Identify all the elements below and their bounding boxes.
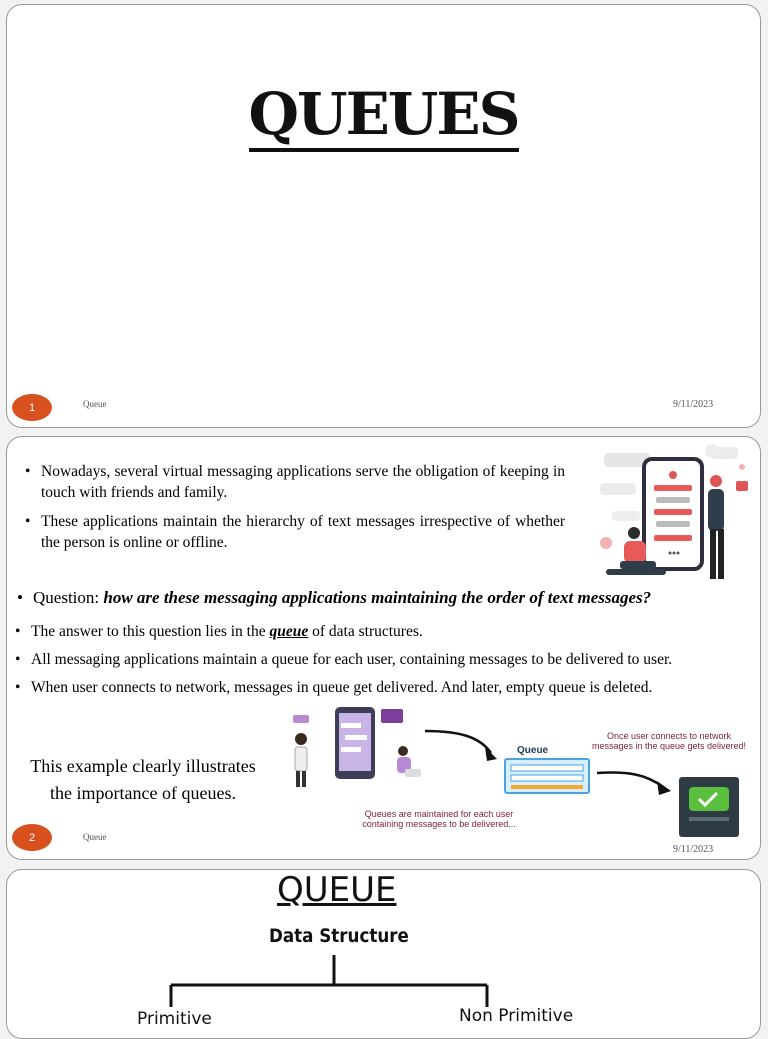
bullet-intro-2: • These applications maintain the hierarchy of text messages irrespective of whether the person is online or offline. xyxy=(17,511,565,553)
slide-1-title: QUEUES xyxy=(7,80,760,148)
slide-3-title: QUEUE xyxy=(277,870,397,910)
tree-root: Data Structure xyxy=(269,925,409,947)
tree-right-child: Non Primitive xyxy=(459,1006,574,1026)
bullet-connect: • When user connects to network, messages in queue get delivered. And later, empty queue is deleted. xyxy=(7,678,752,698)
maintained-caption: Queues are maintained for each user containing messages to be delivered... xyxy=(362,809,516,829)
queue-diagram xyxy=(285,703,755,853)
bullet-answer: • The answer to this question lies in the queue of data structures. xyxy=(7,622,752,642)
slide-footer: Queue xyxy=(83,832,107,842)
slide-3 xyxy=(6,869,761,1039)
bullet-intro-1: • Nowadays, several virtual messaging applications serve the obligation of keeping in touch with friends and family. xyxy=(17,461,565,503)
slide-number-badge: 2 xyxy=(12,824,52,851)
intro-bullets xyxy=(17,461,565,561)
messaging-app-illustration xyxy=(592,437,760,589)
slide-2 xyxy=(6,436,761,860)
question-text: • Question: how are these messaging applications maintaining the order of text messages? xyxy=(7,588,651,608)
queue-label: Queue xyxy=(517,745,549,756)
bullet-maintain: • All messaging applications maintain a queue for each user, containing messages to be delivered to user. xyxy=(7,650,752,670)
slide-number-badge: 1 xyxy=(12,394,52,421)
slide-1 xyxy=(6,4,761,428)
connect-caption: Once user connects to network messages in the queue gets delivered! xyxy=(591,731,747,751)
slide-footer: Queue xyxy=(83,399,107,409)
answer-bullets xyxy=(7,622,752,706)
question-bullet xyxy=(7,588,651,608)
illustrates-text: This example clearly illustrates the importance of queues. xyxy=(30,756,256,803)
slide-date: 9/11/2023 xyxy=(673,399,714,410)
tree-left-child: Primitive xyxy=(137,1009,212,1029)
tree-connectors xyxy=(157,955,507,1015)
slide-date: 9/11/2023 xyxy=(673,844,714,855)
